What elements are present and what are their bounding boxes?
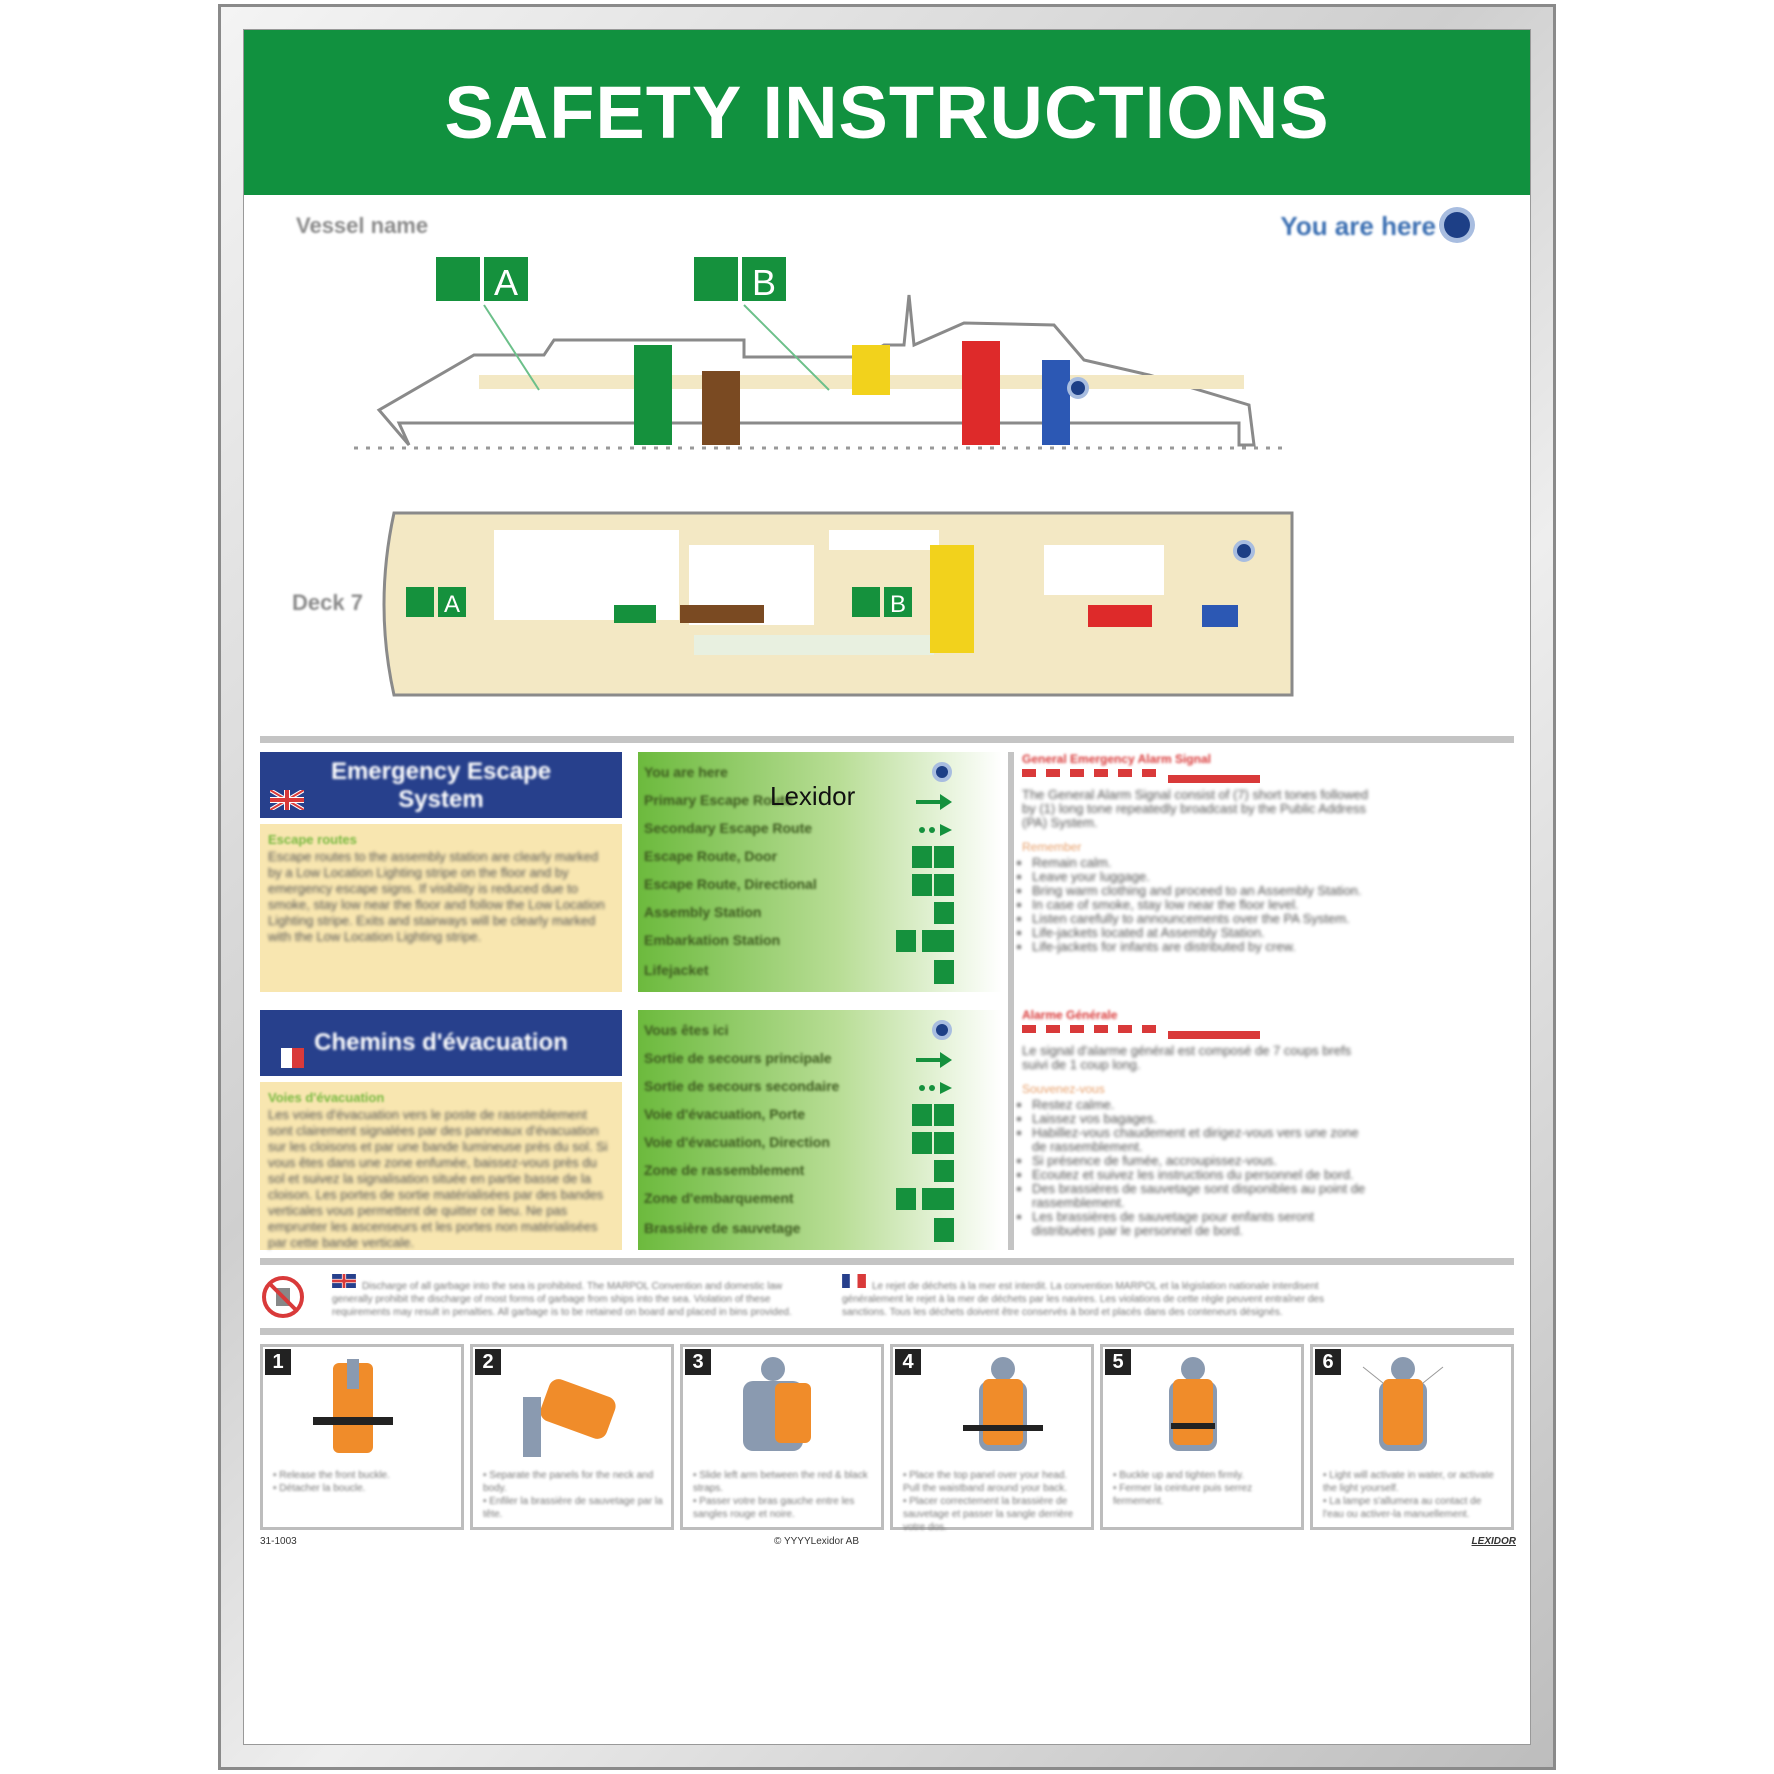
you-are-here-icon [934,1022,950,1038]
legend-en-row: Lifejacket [644,962,709,978]
french-title: Chemins d'évacuation [314,1029,568,1056]
english-text: Escape routes to the assembly station are clearly marked by a Low Location Lighting stripe on the floor and by emergency escape signs. If visibility is reduced due to smoke, stay low near the floor and follow the Low Location Lighting stripe. Exits and stairways will be clearly marked with the Low Location Lighting stripe. [268,849,605,944]
poster-frame [218,4,1556,1770]
deck-station-b-letter: B [889,591,907,618]
lifejacket-steps [260,1344,1514,1533]
step-number: 4 [895,1349,921,1375]
legend-fr-row: Zone de rassemblement [644,1162,805,1178]
ship-side-profile [354,295,1284,448]
poster-header [244,30,1530,195]
escape-door-icon [912,1104,932,1126]
escape-arrow-icon [934,846,954,868]
step-number: 3 [685,1349,711,1375]
legend-en-row: Escape Route, Directional [644,876,817,892]
lifejacket-illustration [713,1353,833,1463]
alarm-fr-list [1032,1098,1372,1238]
lifejacket-icon [934,960,954,984]
list-item: • Leave your luggage. [1032,870,1372,884]
step-number: 5 [1105,1349,1131,1375]
french-heading [260,1010,622,1076]
copyright: © YYYYLexidor AB [774,1536,860,1547]
escape-arrow-icon [934,1104,954,1126]
poster [243,29,1531,1745]
english-subheading: Escape routes [268,832,357,847]
alarm-en-heading: General Emergency Alarm Signal [1022,752,1211,766]
list-item: • Laissez vos bagages. [1032,1112,1372,1126]
step-number: 2 [475,1349,501,1375]
english-title-line1: Emergency Escape [330,758,552,785]
step-number: 1 [265,1349,291,1375]
primary-route-arrow-icon [916,1052,952,1068]
ship-plan [244,245,1531,745]
escape-arrow-icon [934,874,954,896]
list-item: • In case of smoke, stay low near the floor level. [1032,898,1372,912]
alarm-signal-pattern [1022,766,1372,788]
list-item: • Restez calme. [1032,1098,1372,1112]
escape-door-icon [912,874,932,896]
alarm-en-list [1032,856,1372,954]
legend-fr-row: Sortie de secours principale [644,1050,832,1066]
escape-door-icon [912,846,932,868]
step-1 [260,1344,464,1530]
legend-en-symbols [896,762,956,992]
deck-7-plan [384,513,1292,695]
legend-fr-row: Zone d'embarquement [644,1190,794,1206]
station-a-letter: A [493,262,519,303]
legend-en-row: Assembly Station [644,904,762,920]
deck-label: Deck 7 [292,590,363,615]
embarkation-station-icon [896,930,916,952]
list-item: • Remain calm. [1032,856,1372,870]
station-b-sign [694,257,786,303]
step-5 [1100,1344,1304,1530]
product-code: 31-1003 [260,1536,297,1547]
step-caption: • Light will activate in water, or activate the light yourself. • La lampe s'allumera au contact de l'eau ou activer-la manuellement. [1323,1470,1494,1520]
legend-en-row: Embarkation Station [644,932,781,948]
alarm-en-subheading: Remember [1022,840,1082,854]
legend-en-row: Secondary Escape Route [644,820,813,836]
step-caption: • Release the front buckle. • Détacher la boucle. [273,1470,390,1494]
lifejacket-illustration [503,1357,623,1461]
station-b-letter: B [751,262,777,303]
list-item: • Des brassières de sauvetage sont disponibles au point de rassemblement. [1032,1182,1372,1210]
poster-title: SAFETY INSTRUCTIONS [444,71,1330,154]
step-6 [1310,1344,1514,1530]
step-2 [470,1344,674,1530]
list-item: • Habillez-vous chaudement et dirigez-vous vers une zone de rassemblement. [1032,1126,1372,1154]
watermark: Lexidor [770,781,856,811]
vessel-name: Vessel name [296,213,429,238]
english-heading [260,752,622,818]
legend-en-row: Escape Route, Door [644,848,778,864]
you-are-here-icon [1444,212,1470,238]
list-item: • Life-jackets for infants are distributed by crew. [1032,940,1372,954]
legend-en-row: Primary Escape Route [644,792,793,808]
step-caption: • Buckle up and tighten firmly. • Fermer la ceinture puis serrez fermement. [1113,1470,1253,1507]
legend-fr-row: Sortie de secours secondaire [644,1078,840,1094]
secondary-route-arrow-icon [919,824,952,836]
you-are-here-label: You are here [1280,211,1436,241]
legend-fr-row: Vous êtes ici [644,1022,729,1038]
brand-logo: LEXIDOR [1471,1536,1516,1547]
legend-fr-symbols [896,1020,956,1250]
list-item: • Listen carefully to announcements over the PA System. [1032,912,1372,926]
alarm-fr-subheading: Souvenez-vous [1022,1082,1105,1096]
secondary-route-arrow-icon [919,1082,952,1094]
garbage-notice-fr: Le rejet de déchets à la mer est interdit. La convention MARPOL et la législation nationale interdisent généralement le rejet à la mer de déchets par les navires. Les violations de cette règle peuvent entraîner des sanctions. Tous les déchets doivent être conservés à bord et placés dans des conteneurs désignés. [842,1281,1324,1318]
legend-french [638,1010,1002,1250]
alarm-english [1022,752,1372,954]
step-number: 6 [1315,1349,1341,1375]
no-garbage-icon [260,1274,306,1320]
english-body [260,824,622,992]
divider-vertical [1008,752,1014,1250]
deck-station-a-letter: A [443,591,461,618]
alarm-signal-pattern [1022,1022,1372,1044]
step-caption: • Place the top panel over your head. Pull the waistband around your back. • Placer correctement la brassière de sauvetage et passer la sangle derrière votre dos. [903,1470,1074,1533]
list-item: • Life-jackets located at Assembly Station. [1032,926,1372,940]
french-body [260,1082,622,1250]
list-item: • Les brassières de sauvetage pour enfants seront distribuées par le personnel de bord. [1032,1210,1372,1238]
step-3 [680,1344,884,1530]
station-a-sign [436,257,528,303]
you-are-here-icon [934,764,950,780]
step-caption: • Separate the panels for the neck and body. • Enfiler la brassière de sauvetage par la tête. [483,1470,663,1520]
uk-flag-icon [270,790,304,810]
lifejacket-illustration [943,1353,1063,1463]
alarm-en-text: The General Alarm Signal consist of (7) short tones followed by (1) long tone repeatedly broadcast by the Public Address (PA) System. [1022,787,1369,830]
french-subheading: Voies d'évacuation [268,1090,385,1105]
divider-middle [260,1258,1514,1265]
legend-fr-row: Voie d'évacuation, Porte [644,1106,805,1122]
french-text: Les voies d'évacuation vers le poste de rassemblement sont clairement signalées par des panneaux d'évacuation sur les cloisons et par une bande lumineuse près du sol. Si vous êtes dans une zone enfumée, baissez-vous près du sol et suivez la signalisation située en partie basse de la cloison. Les portes de sortie matérialisées par des bandes verticales vous permettent de quitter ce lieu. Ne pas emprunter les ascenseurs et les portes non matérialisées par cette bande verticale. [268,1107,608,1250]
step-4 [890,1344,1094,1533]
escape-door-icon [912,1132,932,1154]
embarkation-arrow-icon [922,1188,954,1210]
escape-arrow-icon [934,1132,954,1154]
primary-route-arrow-icon [916,794,952,810]
list-item: • Ecoutez et suivez les instructions du personnel de bord. [1032,1168,1372,1182]
legend-en-row: You are here [644,764,728,780]
french-flag-icon [270,1048,304,1068]
lifejacket-icon [934,1218,954,1242]
legend-fr-row: Brassière de sauvetage [644,1220,801,1236]
alarm-french [1022,1008,1372,1238]
english-title-line2: System [398,786,484,813]
alarm-fr-heading: Alarme Générale [1022,1008,1118,1022]
assembly-station-icon [934,1160,954,1182]
list-item: • Bring warm clothing and proceed to an Assembly Station. [1032,884,1372,898]
divider-bottom [260,1328,1514,1335]
lifejacket-illustration [1133,1353,1253,1463]
lifejacket-illustration [1343,1353,1463,1463]
embarkation-arrow-icon [922,930,954,952]
divider-top [260,736,1514,743]
list-item: • Si présence de fumée, accroupissez-vous. [1032,1154,1372,1168]
embarkation-station-icon [896,1188,916,1210]
step-caption: • Slide left arm between the red & black straps. • Passer votre bras gauche entre les sangles rouge et noire. [693,1470,868,1520]
legend-fr-row: Voie d'évacuation, Direction [644,1134,830,1150]
lifejacket-illustration [303,1357,403,1461]
garbage-notice-en: Discharge of all garbage into the sea is prohibited. The MARPOL Convention and domestic law generally prohibit the discharge of most forms of garbage from ships into the sea. Violation of these requirements may result in penalties. All garbage is to be retained on board and placed in bins provided. [332,1281,792,1318]
alarm-fr-text: Le signal d'alarme général est composé de 7 coups brefs suivi de 1 coup long. [1022,1043,1352,1072]
assembly-station-icon [934,902,954,924]
